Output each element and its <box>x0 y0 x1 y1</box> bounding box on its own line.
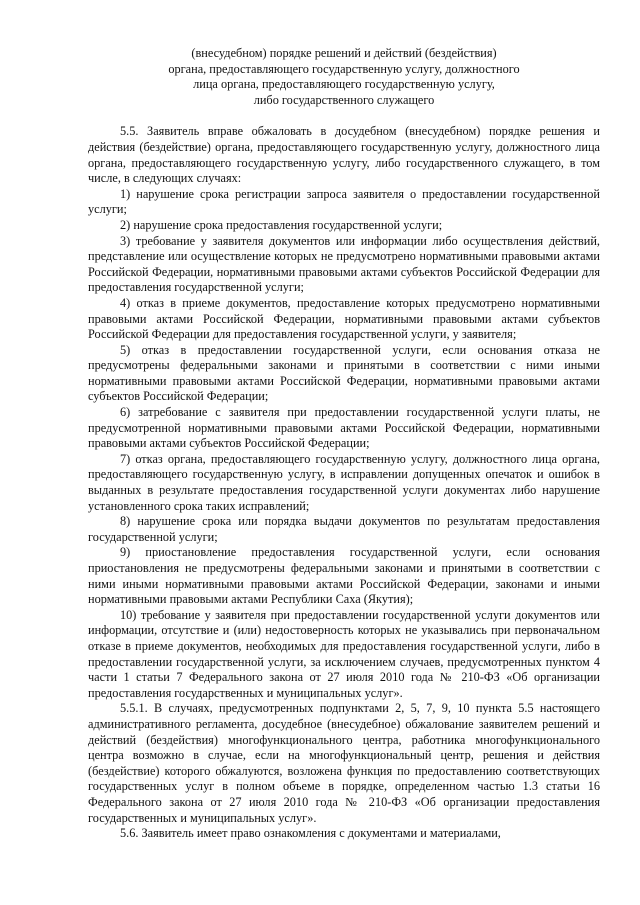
list-item-7: 7) отказ органа, предоставляющего государственную услугу, должностного лица органа, предоставляющего государственную услугу, в исправлении допущенных опечаток и ошибок в выданных в результате предоставления государственной услуги документах либо нарушение установленного срока таких исправлений; <box>88 451 600 513</box>
list-item-10: 10) требование у заявителя при предоставлении государственной услуги документов или информации, отсутствие и (или) недостоверность которых не указывались при первоначальном отказе в приеме документов, необходимых для предоставления государственной услуги, либо в предоставлении государственной услуги, за исключением случаев, предусмотренных пунктом 4 части 1 статьи 7 Федерального закона от 27 июля 2010 года № 210-ФЗ «Об организации предоставления государственных и муниципальных услуг». <box>88 607 600 700</box>
heading-line: лица органа, предоставляющего государственную услугу, <box>193 77 495 92</box>
section-heading <box>88 46 600 108</box>
list-item-9: 9) приостановление предоставления государственной услуги, если основания приостановления не предусмотрены федеральными законами и принятыми в соответствии с ними иными нормативными правовыми актами Российской Федерации, законами и иными нормативными правовыми актами Республики Саха (Якутия); <box>88 545 600 607</box>
document-body <box>88 124 600 841</box>
list-item-1: 1) нарушение срока регистрации запроса заявителя о предоставлении государственной услуги; <box>88 186 600 217</box>
heading-line: (внесудебном) порядке решений и действий (бездействия) <box>191 46 497 60</box>
heading-line: органа, предоставляющего государственную услугу, должностного <box>168 61 520 76</box>
list-item-4: 4) отказ в приеме документов, предоставление которых предусмотрено нормативными правовыми актами Российской Федерации, нормативными правовыми актами субъектов Российской Федерации для предоставления государственной услуги, у заявителя; <box>88 295 600 342</box>
list-item-6: 6) затребование с заявителя при предоставлении государственной услуги платы, не предусмотренной нормативными правовыми актами Российской Федерации, нормативными правовыми актами субъектов Российской Федерации; <box>88 405 600 451</box>
list-item-3: 3) требование у заявителя документов или информации либо осуществления действий, представление или осуществление которых не предусмотрено нормативными правовыми актами Российской Федерации, нормативными правовыми актами субъектов Российской Федерации для предоставления государственной услуги; <box>88 233 600 295</box>
list-item-5: 5) отказ в предоставлении государственной услуги, если основания отказа не предусмотрены федеральными законами и принятыми в соответствии с ними иными нормативными правовыми актами Российской Федерации, нормативными правовыми актами субъектов Российской Федерации; <box>88 342 600 404</box>
paragraph-5-5: 5.5. Заявитель вправе обжаловать в досудебном (внесудебном) порядке решения и действия (бездействие) органа, предоставляющего государственную услугу, должностного лица органа, предоставляющего государственную услугу, либо государственного служащего, в том числе, в следующих случаях: <box>88 124 600 186</box>
list-item-2: 2) нарушение срока предоставления государственной услуги; <box>120 217 443 232</box>
paragraph-5-5-1: 5.5.1. В случаях, предусмотренных подпунктами 2, 5, 7, 9, 10 пункта 5.5 настоящего административного регламента, досудебное (внесудебное) обжалование заявителем решений и действий (бездействия) многофункционального центра, работника многофункционального центра возможно в случае, если на многофункциональный центр, решения и действия (бездействие) которого обжалуются, возложена функция по предоставлению соответствующих государственных услуг в полном объеме в порядке, определенном частью 1.3 статьи 16 Федерального закона от 27 июля 2010 года № 210-ФЗ «Об организации предоставления государственных и муниципальных услуг». <box>88 701 600 825</box>
heading-line: либо государственного служащего <box>253 92 435 107</box>
paragraph-5-6: 5.6. Заявитель имеет право ознакомления с документами и материалами, <box>120 826 501 841</box>
list-item-8: 8) нарушение срока или порядка выдачи документов по результатам предоставления государственной услуги; <box>88 514 600 544</box>
